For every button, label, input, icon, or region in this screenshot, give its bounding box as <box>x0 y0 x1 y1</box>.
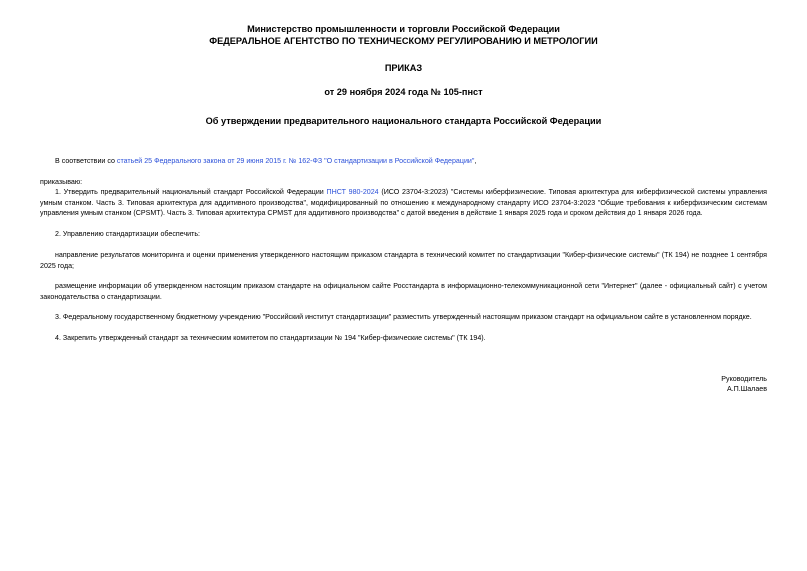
item-2a-paragraph: направление результатов мониторинга и оценки применения утвержденного настоящим приказом стандарта в технический комитет по стандартизации "Кибер-физические системы" (ТК 194) не позднее 1 сентября 2025 года; <box>40 251 767 270</box>
order-word: приказываю: <box>40 178 83 186</box>
doc-date: от 29 ноября 2024 года № 105-пнст <box>324 87 483 97</box>
intro-paragraph <box>55 156 476 167</box>
signature-title: Руководитель <box>721 375 767 383</box>
item-4-paragraph: 4. Закрепить утвержденный стандарт за техническим комитетом по стандартизации № 194 "Кибер-физические системы" (ТК 194). <box>55 334 486 342</box>
signature-name: А.П.Шалаев <box>726 385 767 393</box>
intro-suffix: , <box>474 157 477 165</box>
doc-subject: Об утверждении предварительного национального стандарта Российской Федерации <box>205 116 602 126</box>
agency-title: ФЕДЕРАЛЬНОЕ АГЕНТСТВО ПО ТЕХНИЧЕСКОМУ РЕГУЛИРОВАНИЮ И МЕТРОЛОГИИ <box>209 36 598 46</box>
item-1-paragraph <box>40 187 767 219</box>
item-2-paragraph: 2. Управлению стандартизации обеспечить: <box>55 230 201 238</box>
intro-prefix: В соответствии со <box>55 157 117 165</box>
item-2b-paragraph: размещение информации об утвержденном настоящим приказом стандарте на официальном сайте Росстандарта в информационно-телекоммуникационной сети "Интернет" (далее - официальный сайт) с учетом законодательства о стандартизации. <box>40 282 767 301</box>
doc-type: ПРИКАЗ <box>384 63 423 73</box>
item-1-text: (ИСО 23704-3:2023) "Системы киберфизические. Типовая архитектура для киберфизической системы управления умным станком. Часть 3. Типовая архитектура для аддитивного производства", модифицированный по отношению к международному стандарту ИСО 23704-3:2023 "Общие требования к киберфизическим системам управления умным станком (CPSMT). Часть 3. Типовая архитектура CPMST для аддитивного производства" с датой введения в действие 1 января 2025 года и сроком действия до 1 января 2026 года. <box>40 188 767 217</box>
pnst-980-2024-link[interactable]: ПНСТ 980-2024 <box>326 188 379 196</box>
item-3-paragraph: 3. Федеральному государственному бюджетному учреждению "Российский институт стандартизации" разместить утвержденный настоящим приказом стандарт на официальном сайте в установленном порядке. <box>55 313 752 321</box>
federal-law-link[interactable]: статьей 25 Федерального закона от 29 июня 2015 г. № 162-ФЗ "О стандартизации в Российской Федерации" <box>116 157 475 165</box>
item-1-prefix: 1. Утвердить предварительный национальный стандарт Российской Федерации <box>55 188 327 196</box>
ministry-title: Министерство промышленности и торговли Российской Федерации <box>247 24 560 34</box>
